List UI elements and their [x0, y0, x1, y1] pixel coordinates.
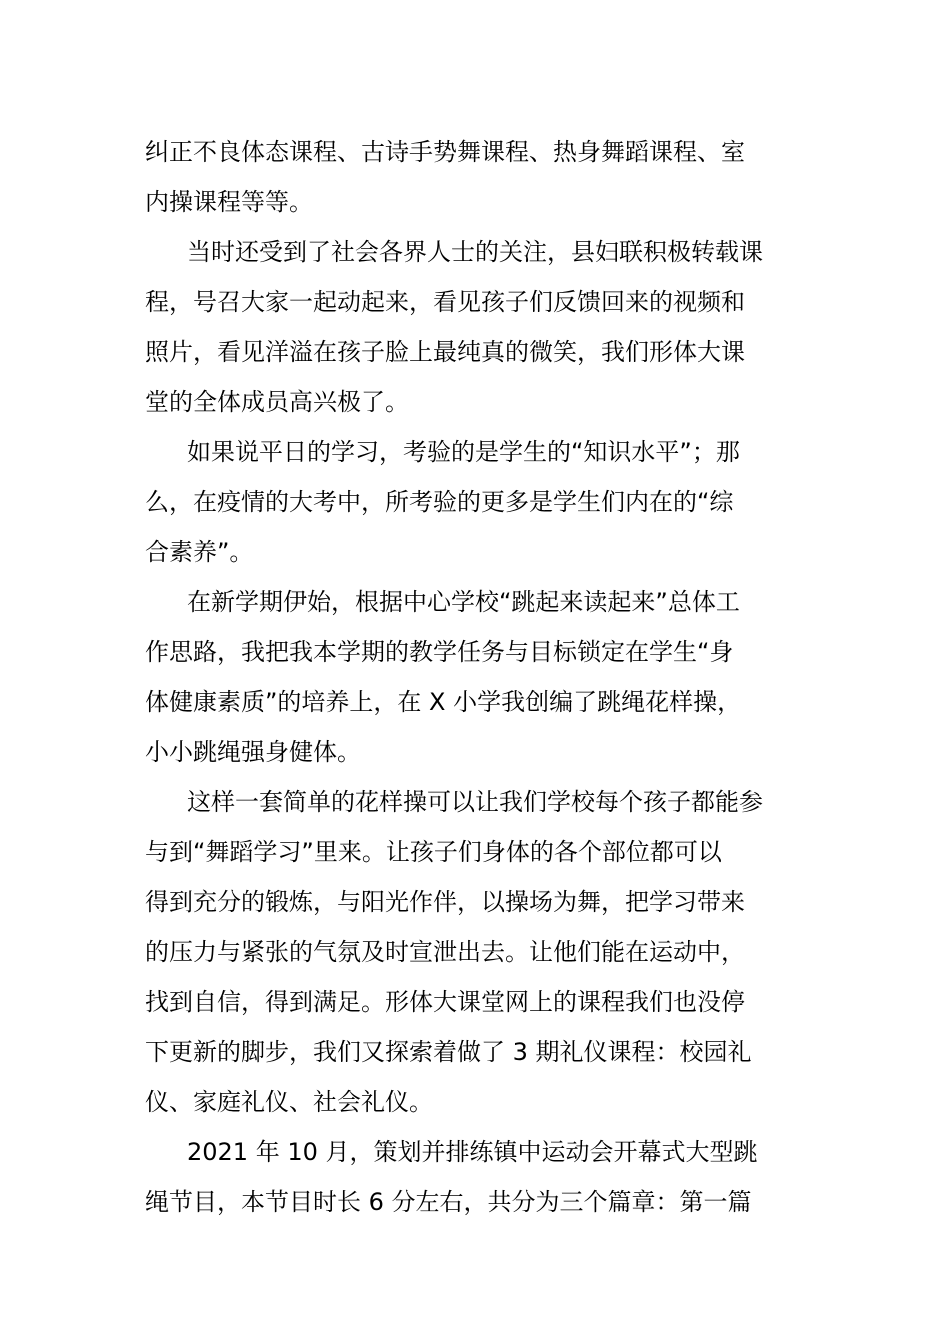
- paragraph-4: [145, 577, 810, 777]
- text-line: 堂的全体成员高兴极了。: [145, 388, 409, 416]
- text-line: 的压力与紧张的气氛及时宣泄出去。让他们能在运动中，: [145, 938, 745, 966]
- text-line: 2021 年 10 月，策划并排练镇中运动会开幕式大型跳: [187, 1138, 758, 1166]
- text-line: 与到“舞蹈学习”里来。让孩子们身体的各个部位都可以: [145, 838, 722, 866]
- text-line: 体健康素质”的培养上，在 X 小学我创编了跳绳花样操，: [145, 688, 742, 716]
- document-body: [145, 127, 810, 1227]
- text-line: 在新学期伊始，根据中心学校“跳起来读起来”总体工: [187, 588, 740, 616]
- text-line: 作思路，我把我本学期的教学任务与目标锁定在学生“身: [145, 638, 734, 666]
- text-line: 内操课程等等。: [145, 188, 313, 216]
- paragraph-2: [145, 227, 810, 427]
- text-line: 程，号召大家一起动起来，看见孩子们反馈回来的视频和: [145, 288, 745, 316]
- text-line: 纠正不良体态课程、古诗手势舞课程、热身舞蹈课程、室: [145, 138, 745, 166]
- paragraph-1: [145, 127, 810, 227]
- text-line: 照片，看见洋溢在孩子脸上最纯真的微笑，我们形体大课: [145, 338, 745, 366]
- text-line: 下更新的脚步，我们又探索着做了 3 期礼仪课程：校园礼: [145, 1038, 752, 1066]
- text-line: 合素养”。: [145, 538, 254, 566]
- paragraph-5: [145, 777, 810, 1127]
- text-line: 找到自信，得到满足。形体大课堂网上的课程我们也没停: [145, 988, 745, 1016]
- paragraph-3: [145, 427, 810, 577]
- text-line: 么，在疫情的大考中，所考验的更多是学生们内在的“综: [145, 488, 734, 516]
- text-line: 这样一套简单的花样操可以让我们学校每个孩子都能参: [187, 788, 763, 816]
- text-line: 如果说平日的学习，考验的是学生的“知识水平”；那: [187, 438, 740, 466]
- text-line: 绳节目，本节目时长 6 分左右，共分为三个篇章：第一篇: [145, 1188, 752, 1216]
- text-line: 仪、家庭礼仪、社会礼仪。: [145, 1088, 433, 1116]
- text-line: 当时还受到了社会各界人士的关注，县妇联积极转载课: [187, 238, 763, 266]
- text-line: 小小跳绳强身健体。: [145, 738, 361, 766]
- text-line: 得到充分的锻炼，与阳光作伴，以操场为舞，把学习带来: [145, 888, 745, 916]
- paragraph-6: [145, 1127, 810, 1227]
